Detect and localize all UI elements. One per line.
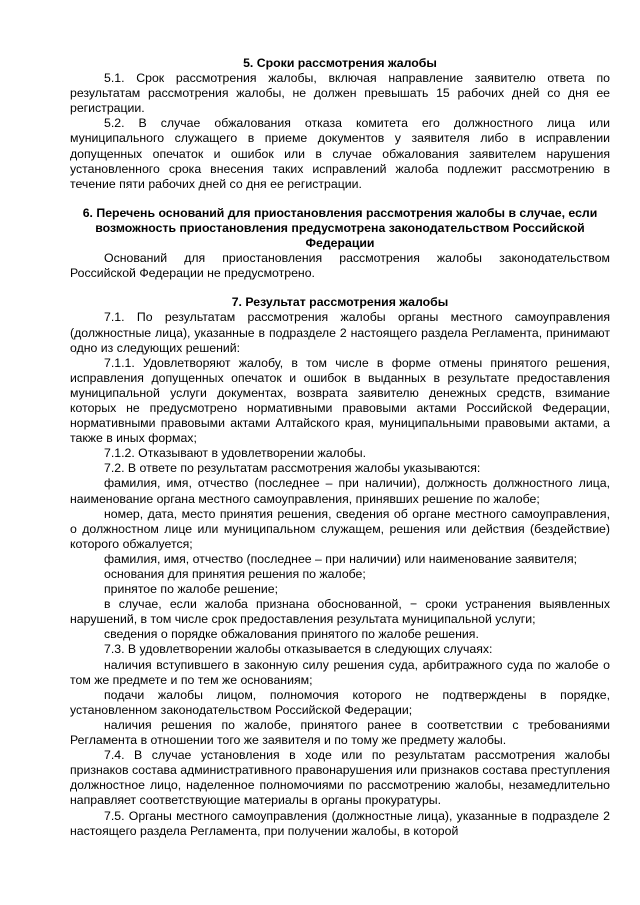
paragraph-5-2: 5.2. В случае обжалования отказа комитета его должностного лица или муниципального служащего в приеме документов у заявителя либо в исправлении допущенных опечаток и ошибок или в случае обжалования заявителем нарушения установленного срока внесения таких исправлений жалоба подлежит рассмотрению в течение пяти рабочих дней со дня ее регистрации. (70, 116, 610, 191)
paragraph-5-1: 5.1. Срок рассмотрения жалобы, включая направление заявителю ответа по результатам рассмотрения жалобы, не должен превышать 15 рабочих дней со дня ее регистрации. (70, 71, 610, 116)
list-item: в случае, если жалоба признана обоснованной, − сроки устранения выявленных нарушений, в том числе срок предоставления результата муниципальной услуги; (70, 597, 610, 627)
section-6-title: 6. Перечень оснований для приостановления рассмотрения жалобы в случае, если возможность приостановления предусмотрена законодательством Российской Федерации (82, 205, 598, 251)
document-page (70, 56, 610, 839)
list-item: номер, дата, место принятия решения, сведения об органе местного самоуправления, о должностном лице или муниципальном служащем, решения или действия (бездействие) которого обжалуется; (70, 506, 610, 551)
list-item: основания для принятия решения по жалобе; (104, 567, 366, 581)
list-item: наличия вступившего в законную силу решения суда, арбитражного суда по жалобе о том же предмете и по тем же основаниям; (70, 657, 610, 687)
paragraph-7-1: 7.1. По результатам рассмотрения жалобы органы местного самоуправления (должностные лица), указанные в подразделе 2 настоящего раздела Регламента, принимают одно из следующих решений: (70, 310, 610, 355)
paragraph-7-3: 7.3. В удовлетворении жалобы отказывается в следующих случаях: (104, 642, 493, 657)
list-item: принятое по жалобе решение; (104, 582, 278, 597)
section-7-title: 7. Результат рассмотрения жалобы (231, 295, 449, 310)
paragraph-7-1-1: 7.1.1. Удовлетворяют жалобу, в том числе в форме отмены принятого решения, исправления допущенных опечаток и ошибок в выданных в результате предоставления муниципальной услуги документах, возврата заявителю денежных средств, взимание которых не предусмотрено нормативными правовыми актами Российской Федерации, нормативными правовыми актами Алтайского края, муниципальными правовыми актами, а также в иных формах; (70, 355, 610, 446)
paragraph-7-1-2: 7.1.2. Отказывают в удовлетворении жалобы. (104, 446, 367, 461)
list-item: фамилия, имя, отчество (последнее – при наличии), должность должностного лица, наименование органа местного самоуправления, принявших решение по жалобе; (70, 476, 610, 506)
paragraph-7-5: 7.5. Органы местного самоуправления (должностные лица), указанные в подразделе 2 настоящего раздела Регламента, при получении жалобы, в которой (70, 808, 610, 838)
list-item: наличия решения по жалобе, принятого ранее в соответствии с требованиями Регламента в отношении того же заявителя и по тому же предмету жалобы. (70, 717, 610, 748)
spacer (70, 192, 610, 206)
paragraph-6: Оснований для приостановления рассмотрения жалобы законодательством Российской Федерации не предусмотрено. (70, 251, 610, 281)
list-item: фамилия, имя, отчество (последнее – при наличии) или наименование заявителя; (104, 551, 578, 566)
paragraph-7-4: 7.4. В случае установления в ходе или по результатам рассмотрения жалобы признаков состава административного правонарушения или признаков состава преступления должностное лицо, наделенное полномочиями по рассмотрению жалобы, незамедлительно направляет соответствующие материалы в органы прокуратуры. (70, 748, 610, 808)
spacer (70, 281, 610, 295)
list-item: подачи жалобы лицом, полномочия которого не подтверждены в порядке, установленном законодательством Российской Федерации; (70, 687, 610, 717)
paragraph-7-2: 7.2. В ответе по результатам рассмотрения жалобы указываются: (104, 461, 481, 476)
list-item: сведения о порядке обжалования принятого по жалобе решения. (104, 627, 479, 642)
section-5-title: 5. Сроки рассмотрения жалобы (243, 56, 437, 70)
